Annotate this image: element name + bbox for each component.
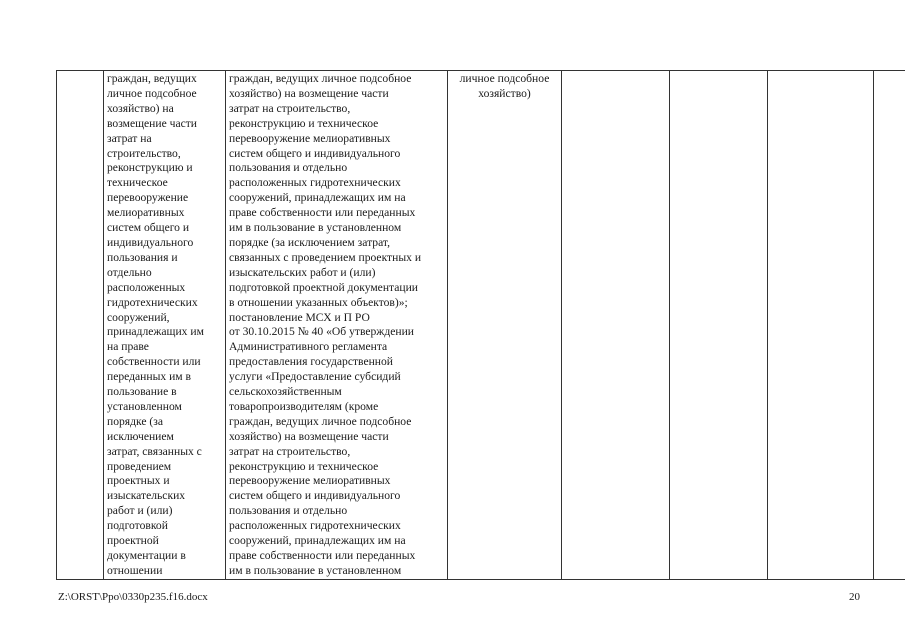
- footer-file-path: Z:\ORST\Ppo\0330p235.f16.docx: [58, 591, 208, 603]
- cell-col4-text: личное подсобное хозяйство): [459, 72, 550, 100]
- cell-col8-text: [874, 71, 905, 72]
- cell-col2-text: граждан, ведущих личное подсобное хозяйство) на возмещение части затрат на строительство, реконструкцию и техническое перевооружение мелиоративных систем общего и индивидуального пользования и отдельно расположенных гидротехнических сооружений, принадлежащих им на праве собственности или переданных им в пользование в установленном порядке (за исключением затрат, связанных с проведением проектных и изыскательских работ и (или) подготовкой проектной документации в отношении: [107, 72, 204, 577]
- cell-col6-text: [670, 71, 767, 72]
- cell-col7: [768, 71, 874, 580]
- cell-col3: [226, 71, 448, 580]
- cell-col7-text: [768, 71, 873, 72]
- document-table: [56, 70, 905, 580]
- cell-col1: [57, 71, 104, 580]
- footer-page-number: 20: [849, 591, 860, 603]
- cell-col3-text: граждан, ведущих личное подсобное хозяйство) на возмещение части затрат на строительство, реконструкцию и техническое перевооружение мелиоративных систем общего и индивидуального пользования и отдельно расположенных гидротехнических сооружений, принадлежащих им на праве собственности или переданных им в пользование в установленном порядке (за исключением затрат, связанных с проведением проектных и изыскательских работ и (или) подготовкой проектной документации в отношении указанных объектов)»; постановление МСХ и П РО от 30.10.2015 № 40 «Об утверждении Административного регламента предоставления государственной услуги «Предоставление субсидий сельскохозяйственным товаропроизводителям (кроме граждан, ведущих личное подсобное хозяйство) на возмещение части затрат на строительство, реконструкцию и техническое перевооружение мелиоративных систем общего и индивидуального пользования и отдельно расположенных гидротехнических сооружений, принадлежащих им на праве собственности или переданных им в пользование в установленном: [229, 72, 422, 577]
- cell-col5-text: [562, 71, 669, 72]
- cell-col1-text: [57, 71, 103, 72]
- cell-col6: [670, 71, 768, 580]
- cell-col4: [448, 71, 562, 580]
- cell-col5: [562, 71, 670, 580]
- table-row: [57, 71, 905, 580]
- cell-col8: [874, 71, 905, 580]
- cell-col2: [104, 71, 226, 580]
